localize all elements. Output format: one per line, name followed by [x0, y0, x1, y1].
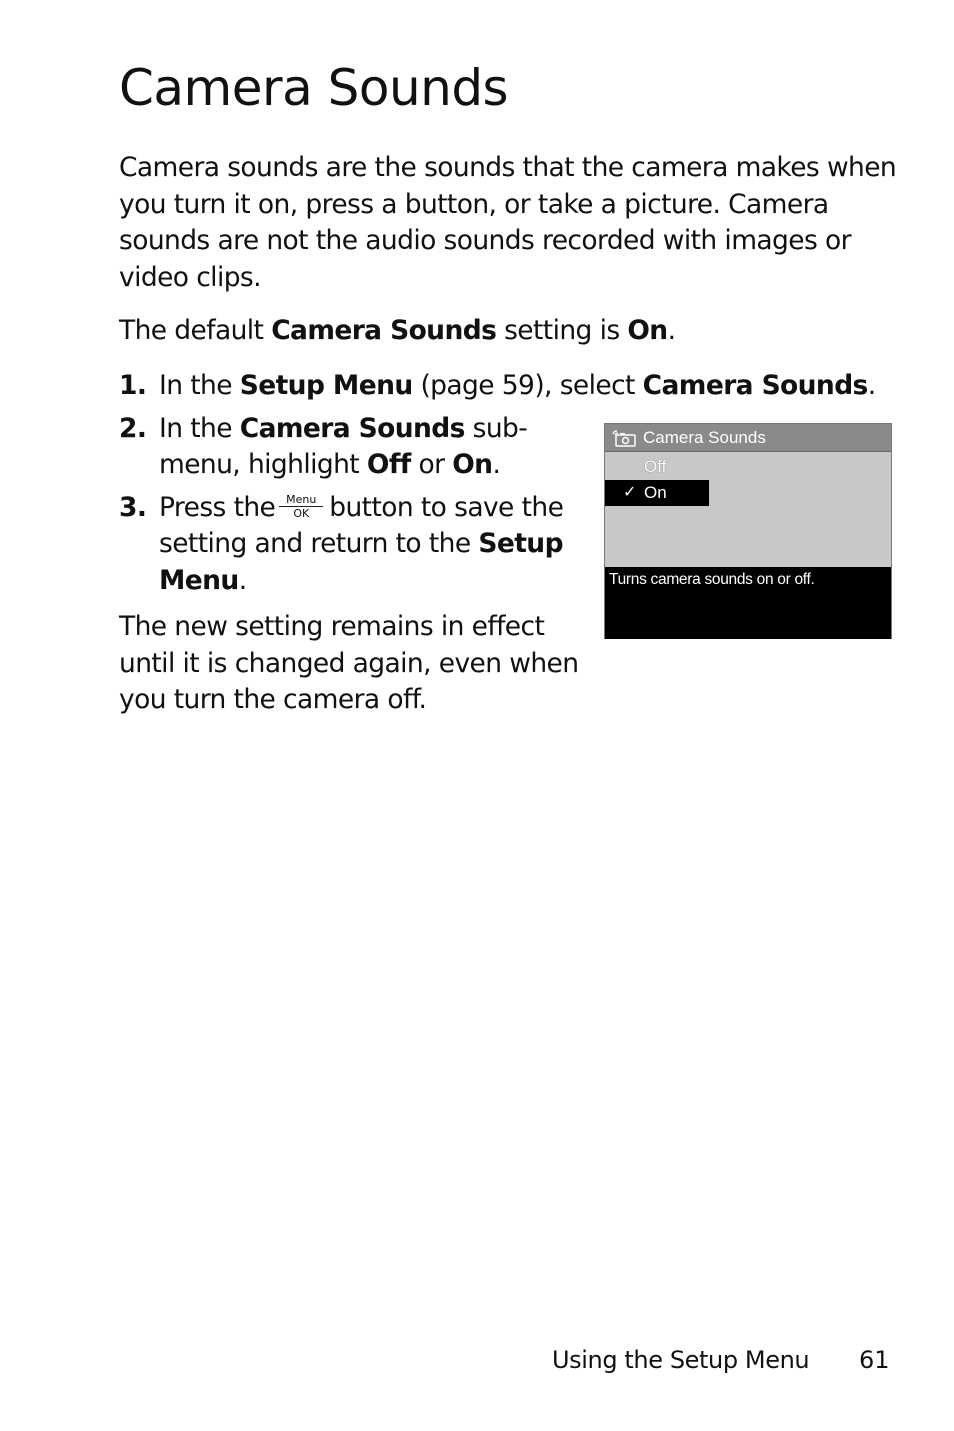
step-text: In the [159, 412, 240, 444]
screen-help-bar [605, 567, 891, 639]
default-prefix: The default [119, 315, 272, 346]
menu-ok-button-icon [279, 493, 323, 523]
step-text: or [410, 449, 453, 480]
step-text: . [238, 564, 247, 596]
step-number: 1. [119, 370, 147, 401]
menu-ok-top-label: Menu [279, 493, 323, 507]
page-title: Camera Sounds [119, 59, 509, 117]
step-bold: Setup Menu [239, 370, 413, 401]
step-text: . [867, 370, 876, 401]
step-1 [119, 368, 919, 405]
page-number: 61 [859, 1346, 890, 1374]
step-text: button to save the setting and return to the [159, 491, 564, 559]
default-value: On [627, 315, 668, 346]
option-off[interactable]: Off [644, 457, 667, 476]
step-text: Press the [159, 491, 276, 523]
screen-header [605, 424, 891, 452]
intro-paragraph: Camera sounds are the sounds that the camera makes when you turn it on, press a button, or take a picture. Camera sounds are not the audio sounds recorded with images or video clips. [119, 152, 897, 293]
step-bold: On [452, 449, 493, 480]
running-footer: Using the Setup Menu [552, 1346, 810, 1374]
step-bold: Camera Sounds [642, 370, 868, 401]
default-setting-name: Camera Sounds [271, 315, 497, 346]
step-number: 3. [119, 491, 147, 523]
default-middle: setting is [496, 315, 628, 346]
option-on[interactable] [605, 480, 709, 506]
step-2 [119, 411, 599, 484]
step-bold: Setup Menu [159, 528, 563, 596]
step-text: (page 59), select [412, 370, 643, 401]
step-bold: Off [366, 449, 411, 480]
menu-ok-bottom-label: OK [293, 507, 310, 520]
step-3 [119, 490, 599, 600]
closing-paragraph: The new setting remains in effect until it is changed again, even when you turn the camera off. [119, 611, 579, 715]
step-text: . [492, 449, 501, 480]
default-suffix: . [667, 315, 676, 346]
check-icon: ✓ [623, 484, 637, 501]
camera-sounds-screen [604, 423, 892, 639]
step-text: sub-menu, highlight [159, 412, 528, 480]
option-on-label: On [644, 483, 667, 502]
default-setting-paragraph [119, 313, 899, 350]
help-text: Turns camera sounds on or off. [609, 571, 815, 588]
step-bold: Camera Sounds [239, 412, 465, 444]
step-text: In the [159, 370, 240, 401]
step-number: 2. [119, 412, 147, 444]
screen-title: Camera Sounds [643, 428, 766, 447]
camera-icon [611, 429, 637, 447]
